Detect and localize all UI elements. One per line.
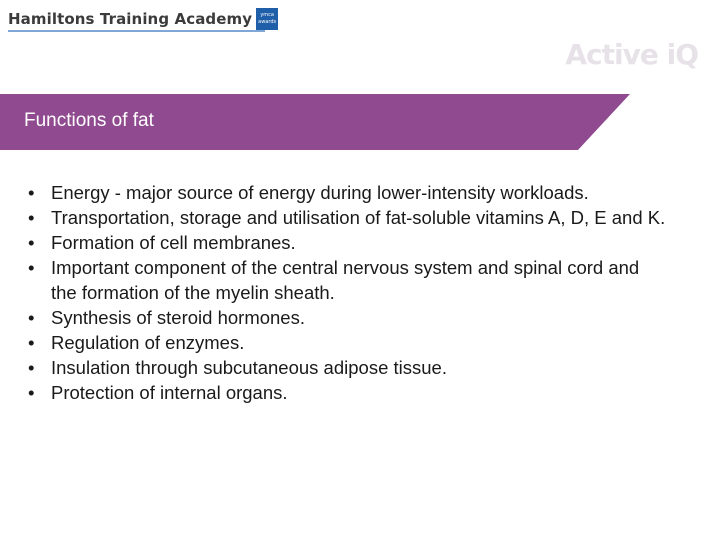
list-item: • Protection of internal organs. [28, 382, 288, 403]
title-band [0, 94, 630, 150]
bullet-glyph: • [28, 257, 35, 278]
list-item: • Synthesis of steroid hormones. [28, 307, 305, 328]
slide-title: Functions of fat [24, 110, 154, 131]
list-item: • Energy - major source of energy during lower-intensity workloads. [28, 182, 589, 203]
bullet-glyph: • [28, 307, 35, 328]
bullet-glyph: • [28, 332, 35, 353]
list-item: • Formation of cell membranes. [28, 232, 296, 253]
hamiltons-logo [8, 6, 278, 32]
list-item: • Transportation, storage and utilisation of fat-soluble vitamins A, D, E and K. [28, 207, 666, 228]
header-underline [8, 30, 265, 32]
bullet-glyph: • [28, 232, 35, 253]
badge-line2: awards [258, 19, 277, 25]
list-item: • Important component of the central nervous system and spinal cord and the formation of the myelin sheath. [28, 257, 640, 303]
bullet-glyph: • [28, 382, 35, 403]
brand-name: Hamiltons Training Academy [8, 10, 253, 28]
badge-line1: ymca [260, 12, 274, 18]
bullet-list [28, 180, 668, 405]
bullet-glyph: • [28, 357, 35, 378]
bullet-glyph: • [28, 207, 35, 228]
bullet-glyph: • [28, 182, 35, 203]
list-item: • Insulation through subcutaneous adipose tissue. [28, 357, 447, 378]
ymca-badge [256, 8, 278, 30]
list-item: • Regulation of enzymes. [28, 332, 245, 353]
active-iq-logo: Active iQ [565, 38, 698, 71]
